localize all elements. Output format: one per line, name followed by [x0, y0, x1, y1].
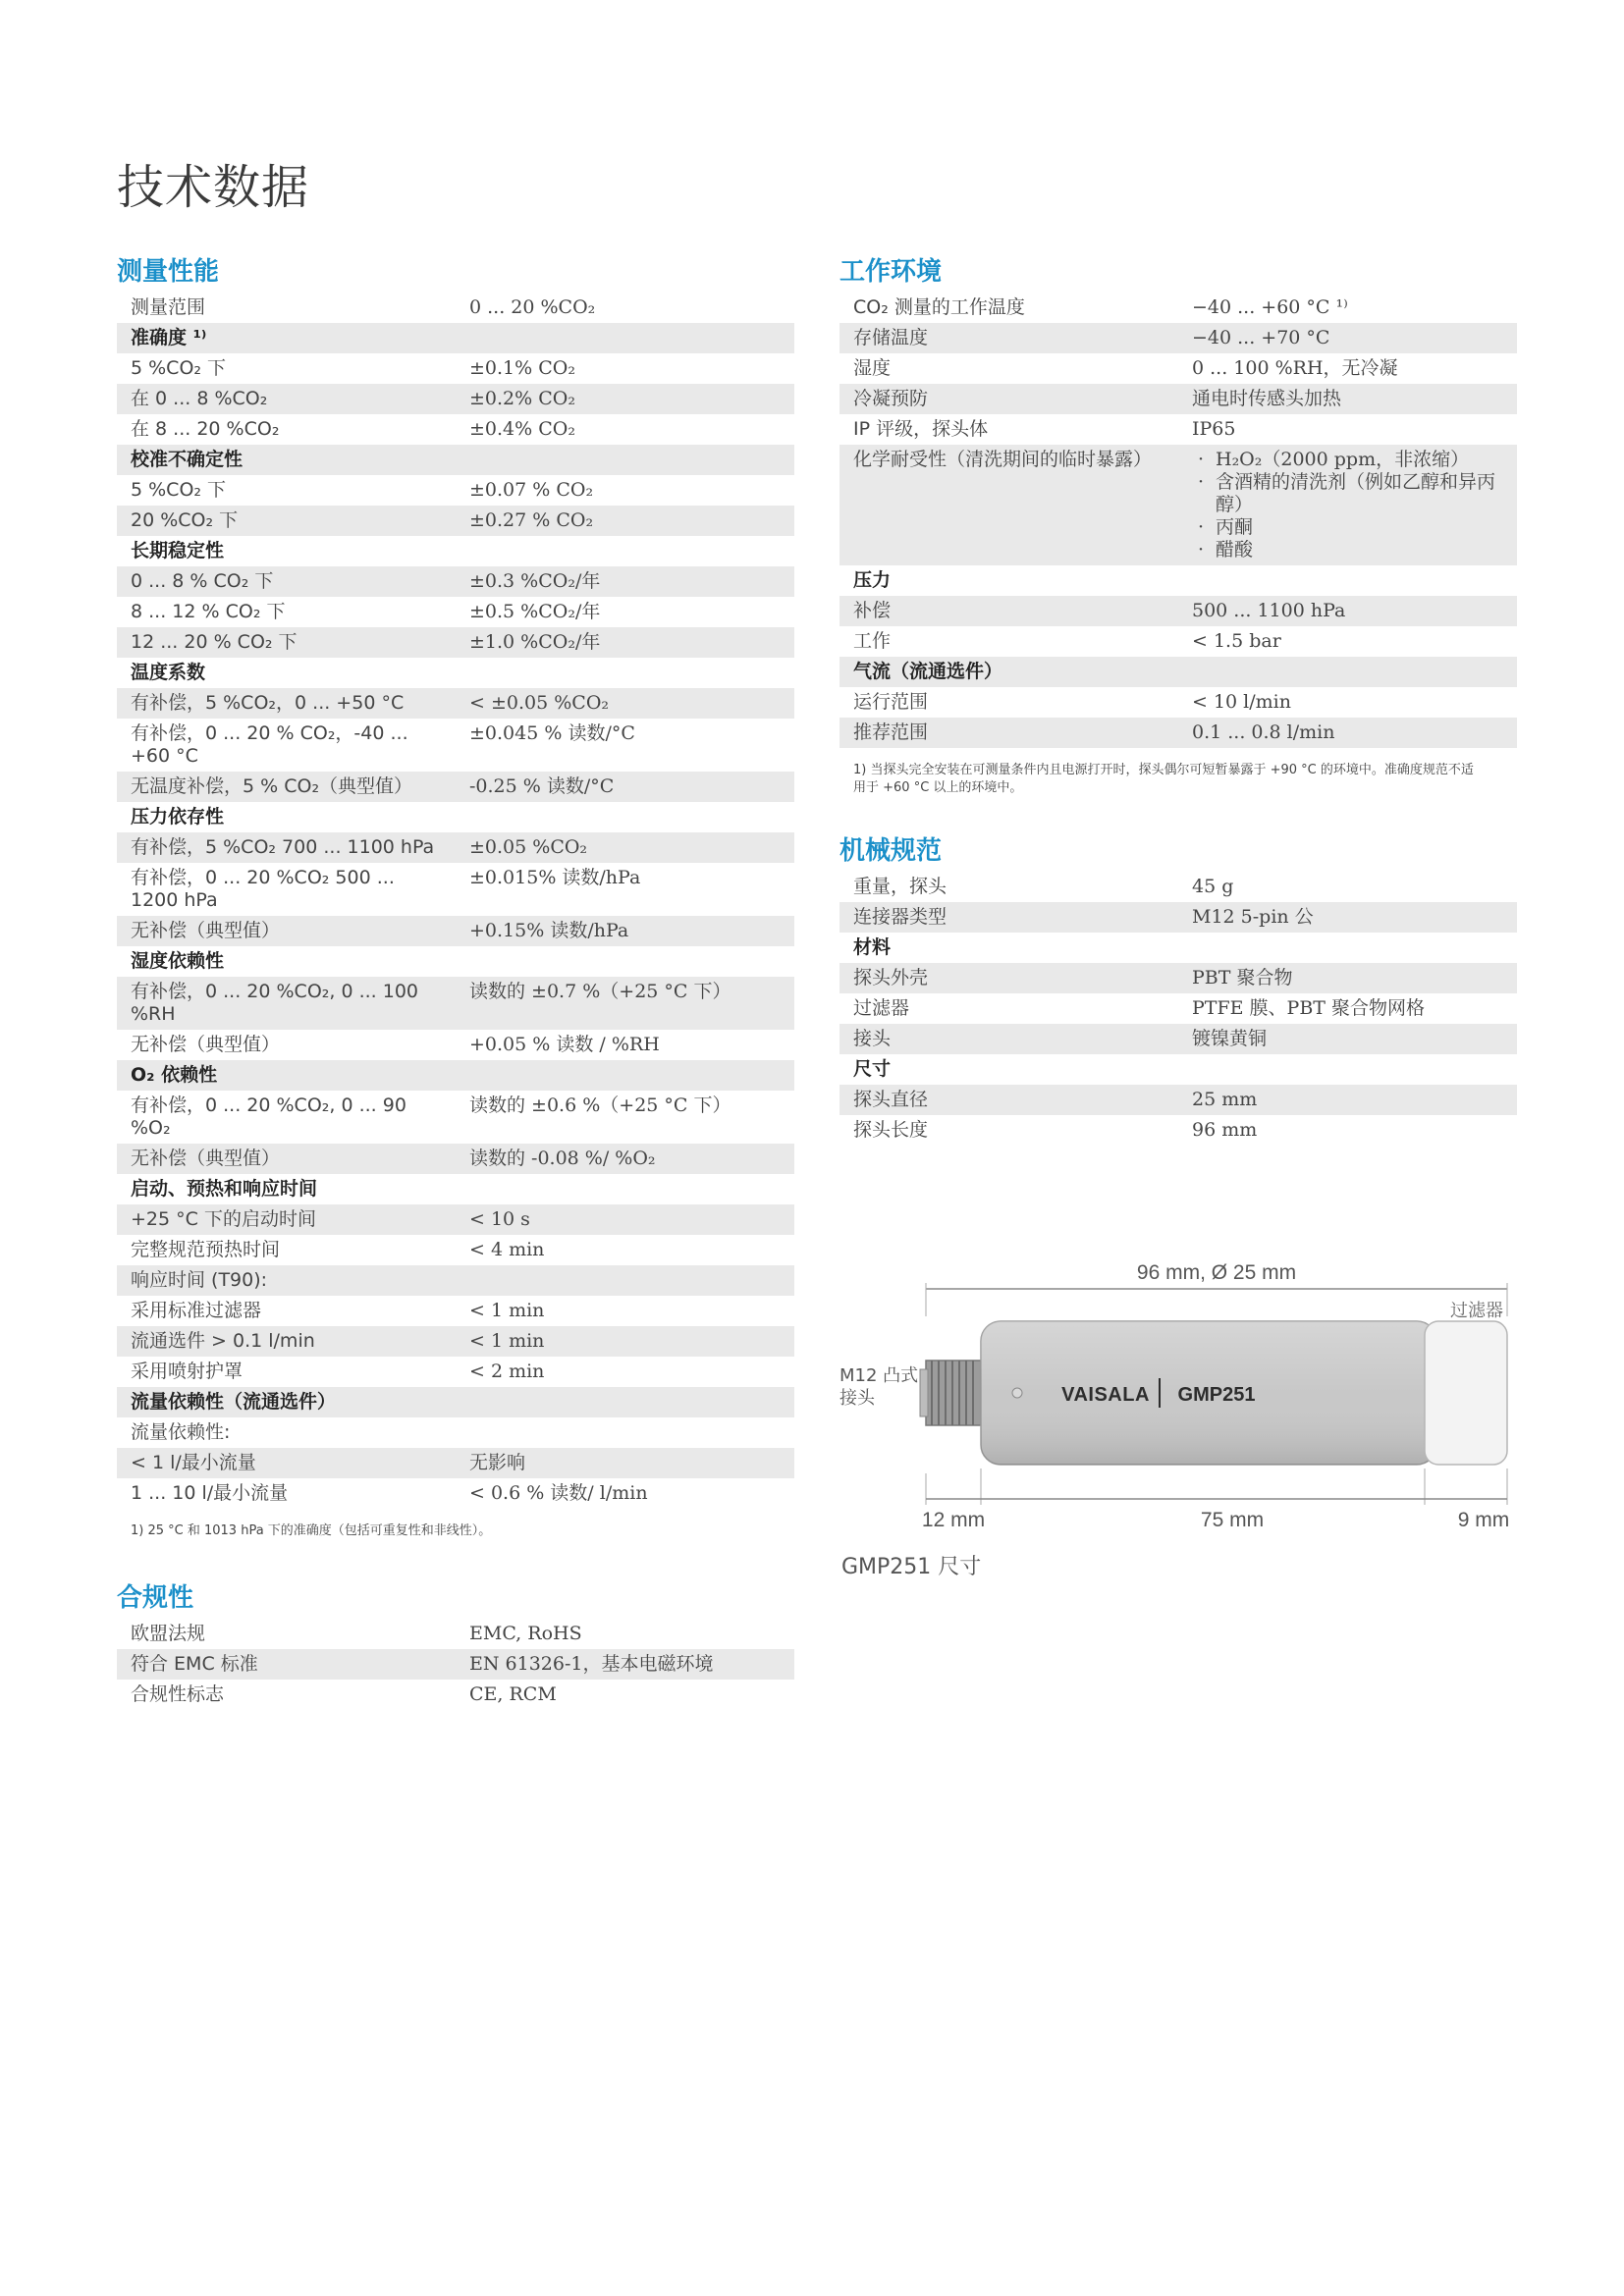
spec-value [456, 658, 794, 688]
table-row [117, 506, 794, 536]
spec-label: 12 ... 20 % CO₂ 下 [117, 627, 456, 658]
spec-value [456, 323, 794, 353]
table-row [117, 566, 794, 597]
compliance-table [117, 1619, 794, 1710]
spec-label: 响应时间 (T90): [117, 1265, 456, 1296]
spec-label: 符合 EMC 标准 [117, 1649, 456, 1680]
spec-label: 欧盟法规 [131, 1623, 206, 1644]
page-title: 技术数据 [117, 160, 310, 215]
table-row [117, 384, 794, 414]
table-row [839, 626, 1517, 657]
spec-value: CE, RCM [469, 1683, 557, 1705]
table-row [839, 1115, 1517, 1146]
spec-value: EN 61326-1，基本电磁环境 [456, 1649, 794, 1680]
table-subheader-row [117, 536, 794, 566]
chem-list [1192, 449, 1507, 561]
spec-label: 有补偿，0 ... 20 %CO₂ 500 ... 1200 hPa [131, 867, 395, 911]
table-row [117, 916, 794, 946]
list-item: · 醋酸 [1192, 539, 1507, 561]
table-row [117, 1619, 794, 1649]
spec-value: < 1 min [469, 1300, 545, 1321]
filter-label: 过滤器 [1450, 1301, 1503, 1321]
spec-label: 校准不确定性 [117, 445, 456, 475]
table-row [839, 1085, 1517, 1115]
spec-label: < 1 l/最小流量 [117, 1448, 456, 1478]
spec-label: 20 %CO₂ 下 [117, 506, 456, 536]
spec-label: 补偿 [839, 596, 1178, 626]
spec-value: -0.25 % 读数/°C [456, 772, 794, 802]
spec-value: 500 ... 1100 hPa [1178, 596, 1517, 626]
spec-value [456, 802, 794, 832]
table-row [117, 977, 794, 1030]
spec-label: 0 ... 8 % CO₂ 下 [117, 566, 456, 597]
spec-value [1178, 933, 1517, 963]
spec-label: 采用标准过滤器 [131, 1300, 262, 1321]
spec-value: ±0.4% CO₂ [469, 418, 575, 440]
table-row [117, 1448, 794, 1478]
spec-value [456, 445, 794, 475]
spec-value: < 10 s [456, 1204, 794, 1235]
chem-label: 化学耐受性（清洗期间的临时暴露） [839, 445, 1178, 565]
spec-value [456, 536, 794, 566]
table-row [117, 1357, 794, 1387]
spec-label: 气流（流通选件） [839, 657, 1178, 687]
spec-value: ±0.27 % CO₂ [456, 506, 794, 536]
filter-cap [1425, 1321, 1507, 1465]
spec-value: < 10 l/min [1192, 691, 1291, 713]
table-row [839, 963, 1517, 993]
spec-value [456, 1060, 794, 1091]
spec-value: 0 ... 20 %CO₂ [469, 296, 596, 318]
table-row [117, 475, 794, 506]
spec-label: 运行范围 [853, 691, 929, 713]
table-row [117, 1680, 794, 1710]
spec-value: ±0.07 % CO₂ [469, 479, 594, 501]
dimension-right-label: 9 mm [1457, 1509, 1510, 1531]
section-title-measurement: 测量性能 [117, 257, 220, 287]
connector-label-2: 接头 [839, 1388, 875, 1409]
table-row [117, 414, 794, 445]
spec-label: 材料 [853, 936, 892, 958]
connector-icon [920, 1361, 981, 1425]
spec-value: ±0.05 %CO₂ [456, 832, 794, 863]
spec-value: 读数的 -0.08 %/ %O₂ [456, 1144, 794, 1174]
spec-label: 无补偿（典型值） [117, 916, 456, 946]
spec-value: 读数的 ±0.7 %（+25 °C 下） [456, 977, 794, 1030]
spec-label: 5 %CO₂ 下 [131, 357, 227, 379]
spec-value: ±1.0 %CO₂/年 [456, 627, 794, 658]
spec-label: 流通选件 > 0.1 l/min [117, 1326, 456, 1357]
table-row [117, 353, 794, 384]
spec-value: 45 g [1192, 876, 1234, 897]
spec-value: 0.1 ... 0.8 l/min [1178, 718, 1517, 748]
spec-label: 湿度依赖性 [131, 950, 225, 972]
table-subheader-row [839, 657, 1517, 687]
table-row [839, 445, 1517, 565]
spec-label: 流量依赖性: [131, 1421, 231, 1443]
spec-label: 完整规范预热时间 [131, 1239, 281, 1260]
spec-value: ±0.015% 读数/hPa [469, 867, 641, 888]
table-subheader-row [839, 1054, 1517, 1085]
list-item: · H₂O₂（2000 ppm，非浓缩） [1192, 449, 1507, 471]
spec-value: < 1 min [456, 1326, 794, 1357]
spec-value [1178, 1054, 1517, 1085]
spec-label: IP 评级，探头体 [853, 418, 989, 440]
table-row [117, 1091, 794, 1144]
spec-label: 无补偿（典型值） [131, 1034, 281, 1055]
spec-label: 启动、预热和响应时间 [131, 1178, 318, 1200]
spec-value [456, 946, 794, 977]
spec-label: 准确度 ¹⁾ [117, 323, 456, 353]
table-row [117, 1265, 794, 1296]
list-item: · 含酒精的清洗剂（例如乙醇和异丙醇） [1192, 471, 1507, 516]
dimension-mid-label: 75 mm [1200, 1509, 1265, 1531]
spec-label: 接头 [839, 1024, 1178, 1054]
spec-label: 温度系数 [131, 662, 206, 683]
table-subheader-row [117, 323, 794, 353]
mechanical-table [839, 872, 1517, 1146]
spec-label: 有补偿，5 %CO₂，0 ... +50 °C [117, 688, 456, 719]
spec-label: 无补偿（典型值） [117, 1144, 456, 1174]
table-row [117, 688, 794, 719]
table-row [839, 872, 1517, 902]
connector-label-1: M12 凸式 [839, 1365, 919, 1386]
table-row [117, 772, 794, 802]
section-title-compliance: 合规性 [117, 1583, 194, 1613]
spec-value: IP65 [1192, 418, 1236, 440]
table-row [117, 1030, 794, 1060]
spec-label: 长期稳定性 [131, 540, 225, 561]
spec-label: 有补偿，0 ... 20 % CO₂，-40 ... +60 °C [131, 722, 408, 767]
spec-label: O₂ 依赖性 [117, 1060, 456, 1091]
table-subheader-row [839, 565, 1517, 596]
spec-label: 工作 [853, 630, 892, 652]
spec-value [456, 1265, 794, 1296]
spec-label: 合规性标志 [131, 1683, 225, 1705]
spec-label: 在 8 ... 20 %CO₂ [131, 418, 280, 440]
environment-table [839, 293, 1517, 748]
spec-value: 读数的 ±0.6 %（+25 °C 下） [469, 1095, 731, 1116]
table-subheader-row [117, 658, 794, 688]
drawing-caption: GMP251 尺寸 [841, 1555, 982, 1579]
table-row [839, 414, 1517, 445]
spec-value [456, 1174, 794, 1204]
spec-value: 25 mm [1178, 1085, 1517, 1115]
spec-value: < ±0.05 %CO₂ [456, 688, 794, 719]
spec-value: ±0.2% CO₂ [456, 384, 794, 414]
list-item: · 丙酮 [1192, 516, 1507, 539]
spec-label: 湿度 [853, 357, 892, 379]
spec-value [456, 1387, 794, 1417]
dimension-drawing [839, 1259, 1517, 1583]
spec-value: 无影响 [456, 1448, 794, 1478]
spec-value: 通电时传感头加热 [1178, 384, 1517, 414]
spec-value: 镀镍黄铜 [1178, 1024, 1517, 1054]
spec-label: 过滤器 [853, 997, 910, 1019]
table-row [839, 353, 1517, 384]
spec-label: 有补偿，0 ... 20 %CO₂, 0 ... 100 %RH [117, 977, 456, 1030]
spec-label: 推荐范围 [839, 718, 1178, 748]
spec-label: 连接器类型 [839, 902, 1178, 933]
table-subheader-row [117, 1060, 794, 1091]
table-row [117, 719, 794, 772]
spec-value: 96 mm [1192, 1119, 1258, 1141]
spec-label: 有补偿，5 %CO₂ 700 ... 1100 hPa [117, 832, 456, 863]
spec-label: 尺寸 [853, 1058, 892, 1080]
spec-label: 探头外壳 [839, 963, 1178, 993]
spec-label: 无温度补偿，5 % CO₂（典型值） [117, 772, 456, 802]
spec-value: < 1.5 bar [1192, 630, 1281, 652]
spec-label: 1 ... 10 l/最小流量 [131, 1482, 289, 1504]
spec-label: 在 0 ... 8 %CO₂ [117, 384, 456, 414]
spec-value: < 0.6 % 读数/ l/min [469, 1482, 648, 1504]
table-row [839, 718, 1517, 748]
spec-value: ±0.5 %CO₂/年 [469, 601, 601, 622]
spec-value: < 2 min [469, 1361, 545, 1382]
table-row [839, 596, 1517, 626]
spec-label: 存储温度 [839, 323, 1178, 353]
spec-label: +25 °C 下的启动时间 [117, 1204, 456, 1235]
spec-label: CO₂ 测量的工作温度 [853, 296, 1025, 318]
spec-label: 测量范围 [131, 296, 206, 318]
spec-value: M12 5-pin 公 [1178, 902, 1517, 933]
table-row [117, 597, 794, 627]
table-row [117, 863, 794, 916]
table-subheader-row [117, 445, 794, 475]
spec-value [456, 1417, 794, 1448]
table-row [117, 1204, 794, 1235]
table-row [839, 323, 1517, 353]
spec-value: < 4 min [469, 1239, 545, 1260]
table-row [839, 384, 1517, 414]
spec-value: −40 ... +70 °C [1178, 323, 1517, 353]
spec-label: 重量，探头 [853, 876, 947, 897]
spec-value: 0 ... 100 %RH，无冷凝 [1192, 357, 1398, 379]
table-row [117, 1296, 794, 1326]
table-subheader-row [117, 1174, 794, 1204]
right-column [839, 251, 1517, 1146]
spec-value: PBT 聚合物 [1178, 963, 1517, 993]
table-row [117, 627, 794, 658]
table-row [117, 1649, 794, 1680]
table-row [839, 293, 1517, 323]
spec-label: 流量依赖性（流通选件） [117, 1387, 456, 1417]
table-row [117, 1417, 794, 1448]
table-row [117, 1326, 794, 1357]
table-row [117, 832, 794, 863]
table-subheader-row [839, 933, 1517, 963]
spec-value: PTFE 膜、PBT 聚合物网格 [1192, 997, 1426, 1019]
table-row [839, 902, 1517, 933]
table-row [839, 687, 1517, 718]
spec-label: 探头长度 [853, 1119, 929, 1141]
section-title-environment: 工作环境 [839, 257, 943, 287]
left-column [117, 251, 794, 1710]
model-label: GMP251 [1177, 1384, 1256, 1406]
table-row [839, 993, 1517, 1024]
table-row [117, 1235, 794, 1265]
probe-drawing [839, 1259, 1517, 1583]
spec-value: +0.05 % 读数 / %RH [469, 1034, 660, 1055]
spec-value: ±0.1% CO₂ [469, 357, 575, 379]
table-row [117, 293, 794, 323]
spec-label: 压力 [853, 569, 892, 591]
table-subheader-row [117, 1387, 794, 1417]
brand-logo: VAISALA [1061, 1384, 1150, 1406]
spec-label: 8 ... 12 % CO₂ 下 [131, 601, 286, 622]
top-dimension-label: 96 mm, Ø 25 mm [1136, 1261, 1297, 1284]
spec-label: 压力依存性 [131, 806, 225, 828]
spec-value [1178, 565, 1517, 596]
spec-label: 采用喷射护罩 [131, 1361, 244, 1382]
dimension-left-label: 12 mm [921, 1509, 986, 1531]
spec-value: +0.15% 读数/hPa [456, 916, 794, 946]
spec-value [1178, 657, 1517, 687]
table-subheader-row [117, 802, 794, 832]
table-row [839, 1024, 1517, 1054]
table-row [117, 1144, 794, 1174]
spec-label: 冷凝预防 [839, 384, 1178, 414]
table-row [117, 1478, 794, 1509]
spec-label: 探头直径 [839, 1085, 1178, 1115]
spec-label: 有补偿，0 ... 20 %CO₂, 0 ... 90 %O₂ [131, 1095, 406, 1139]
measurement-table [117, 293, 794, 1509]
spec-value: EMC, RoHS [469, 1623, 582, 1644]
spec-value: ±0.3 %CO₂/年 [456, 566, 794, 597]
table-subheader-row [117, 946, 794, 977]
spec-value: ±0.045 % 读数/°C [469, 722, 635, 744]
environment-footnote: 1) 当探头完全安装在可测量条件内且电源打开时，探头偶尔可短暂暴露于 +90 °C 的环境中。准确度规范不适用于 +60 °C 以上的环境中。 [853, 763, 1474, 795]
measurement-footnote: 1) 25 °C 和 1013 hPa 下的准确度（包括可重复性和非线性）。 [131, 1523, 492, 1538]
spec-value: −40 ... +60 °C ¹⁾ [1192, 296, 1348, 318]
spec-label: 5 %CO₂ 下 [131, 479, 227, 501]
section-title-mechanical: 机械规范 [839, 836, 943, 866]
